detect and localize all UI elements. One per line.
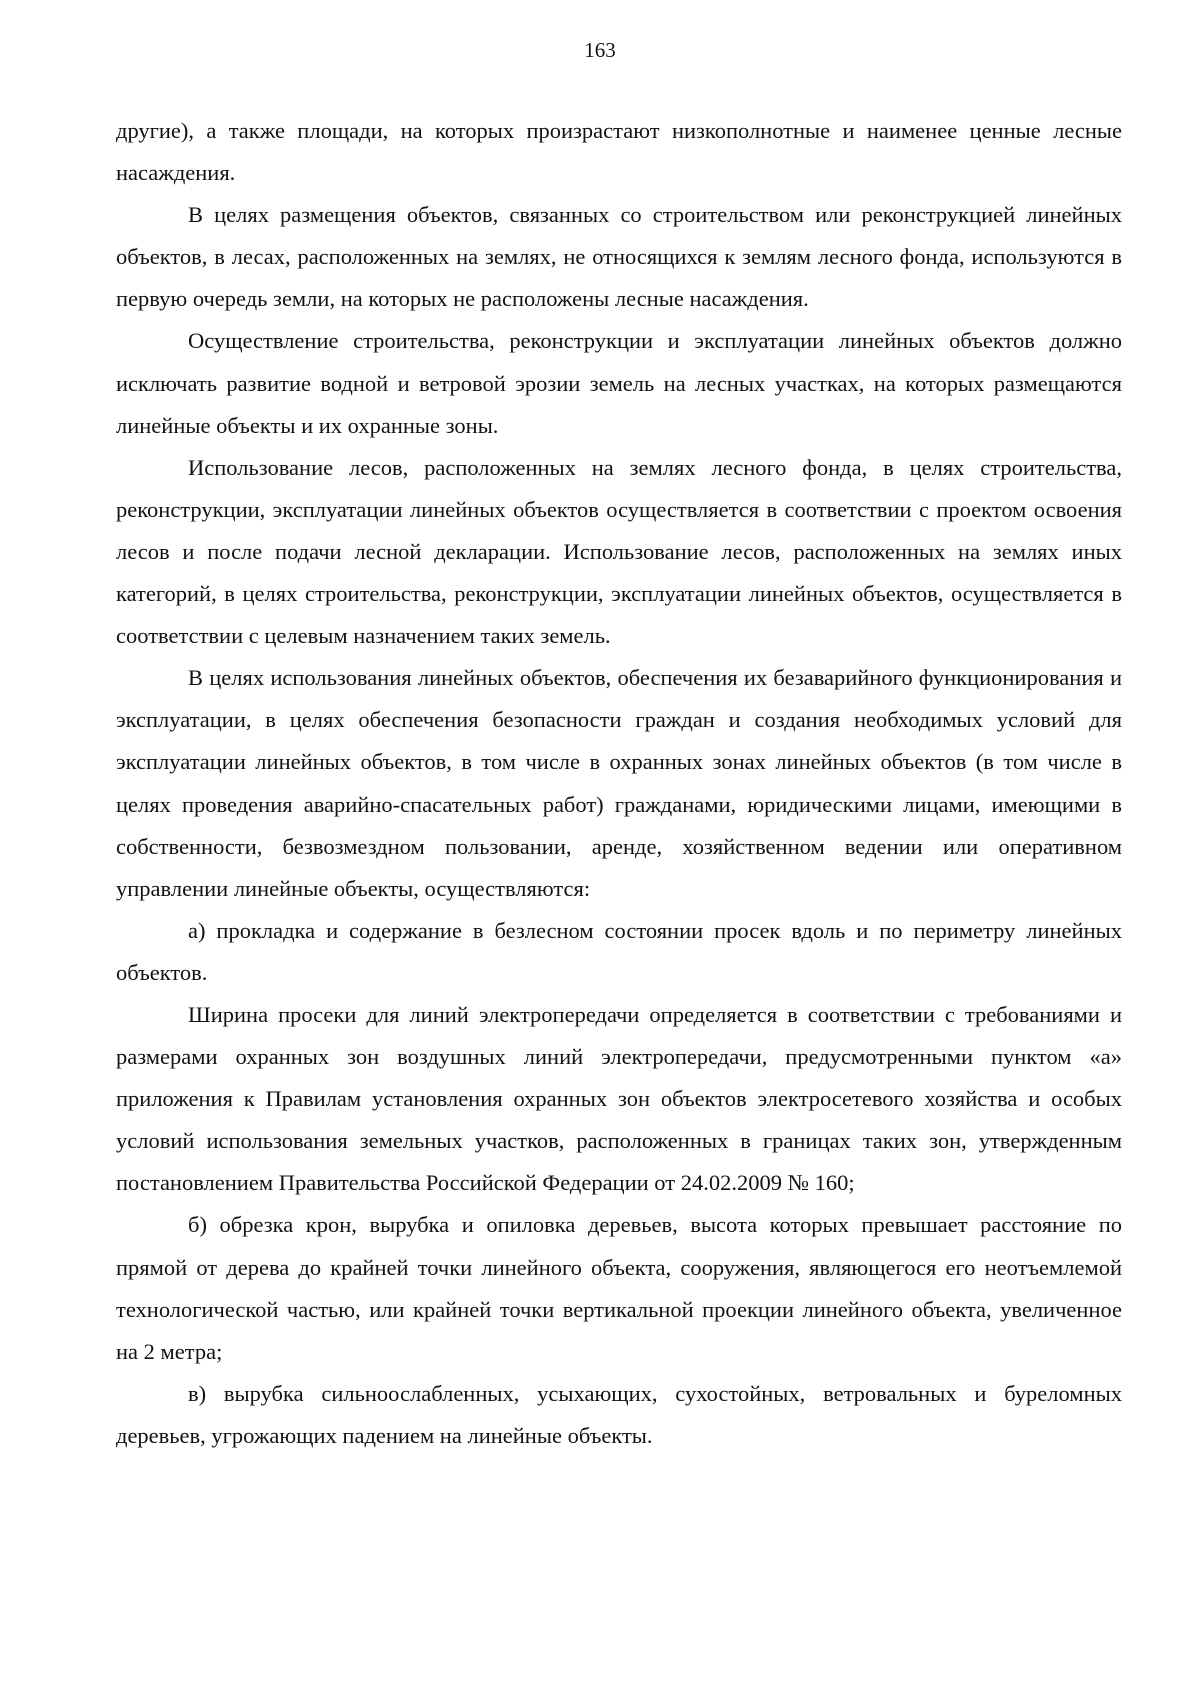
paragraph-erosion-prevention: Осуществление строительства, реконструкции и эксплуатации линейных объектов должно исключать развитие водной и ветровой эрозии земель на лесных участках, на которых размещаются линейные объекты и их охранные зоны. bbox=[116, 328, 1122, 438]
paragraph-linear-objects-use: В целях использования линейных объектов, обеспечения их безаварийного функционирования и эксплуатации, в целях обеспечения безопасности граждан и создания необходимых условий для эксплуатации линейных объектов, в том числе в охранных зонах линейных объектов (в том числе в целях проведения аварийно-спасательных работ) гражданами, юридическими лицами, имеющими в собственности, безвозмездном пользовании, аренде, хозяйственном ведении или оперативном управлении линейные объекты, осуществляются: bbox=[116, 665, 1122, 901]
paragraph-placement-purposes: В целях размещения объектов, связанных со строительством или реконструкцией линейных объектов, в лесах, расположенных на землях, не относящихся к землям лесного фонда, используются в первую очередь земли, на которых не расположены лесные насаждения. bbox=[116, 202, 1122, 312]
list-item-v: в) вырубка сильноослабленных, усыхающих, сухостойных, ветровальных и буреломных деревьев, угрожающих падением на линейные объекты. bbox=[116, 1380, 1122, 1448]
list-item-b: б) обрезка крон, вырубка и опиловка деревьев, высота которых превышает расстояние по прямой от дерева до крайней точки линейного объекта, сооружения, являющегося его неотъемлемой технологической частью, или крайней точки вертикальной проекции линейного объекта, увеличенное на 2 метра; bbox=[116, 1212, 1122, 1364]
page-number: 163 bbox=[584, 38, 616, 62]
paragraph-forest-use: Использование лесов, расположенных на землях лесного фонда, в целях строительства, реконструкции, эксплуатации линейных объектов осуществляется в соответствии с проектом освоения лесов и после подачи лесной декларации. Использование лесов, расположенных на землях иных категорий, в целях строительства, реконструкции, эксплуатации линейных объектов, осуществляется в соответствии с целевым назначением таких земель. bbox=[116, 454, 1122, 649]
list-item-a: а) прокладка и содержание в безлесном состоянии просек вдоль и по периметру линейных объектов. bbox=[116, 917, 1122, 985]
document-body bbox=[116, 110, 1122, 1457]
paragraph-continuation: другие), а также площади, на которых произрастают низкополнотные и наименее ценные лесные насаждения. bbox=[116, 118, 1122, 186]
paragraph-clearing-width: Ширина просеки для линий электропередачи определяется в соответствии с требованиями и размерами охранных зон воздушных линий электропередачи, предусмотренными пунктом «а» приложения к Правилам установления охранных зон объектов электросетевого хозяйства и особых условий использования земельных участков, расположенных в границах таких зон, утвержденным постановлением Правительства Российской Федерации от 24.02.2009 № 160; bbox=[116, 1001, 1122, 1196]
